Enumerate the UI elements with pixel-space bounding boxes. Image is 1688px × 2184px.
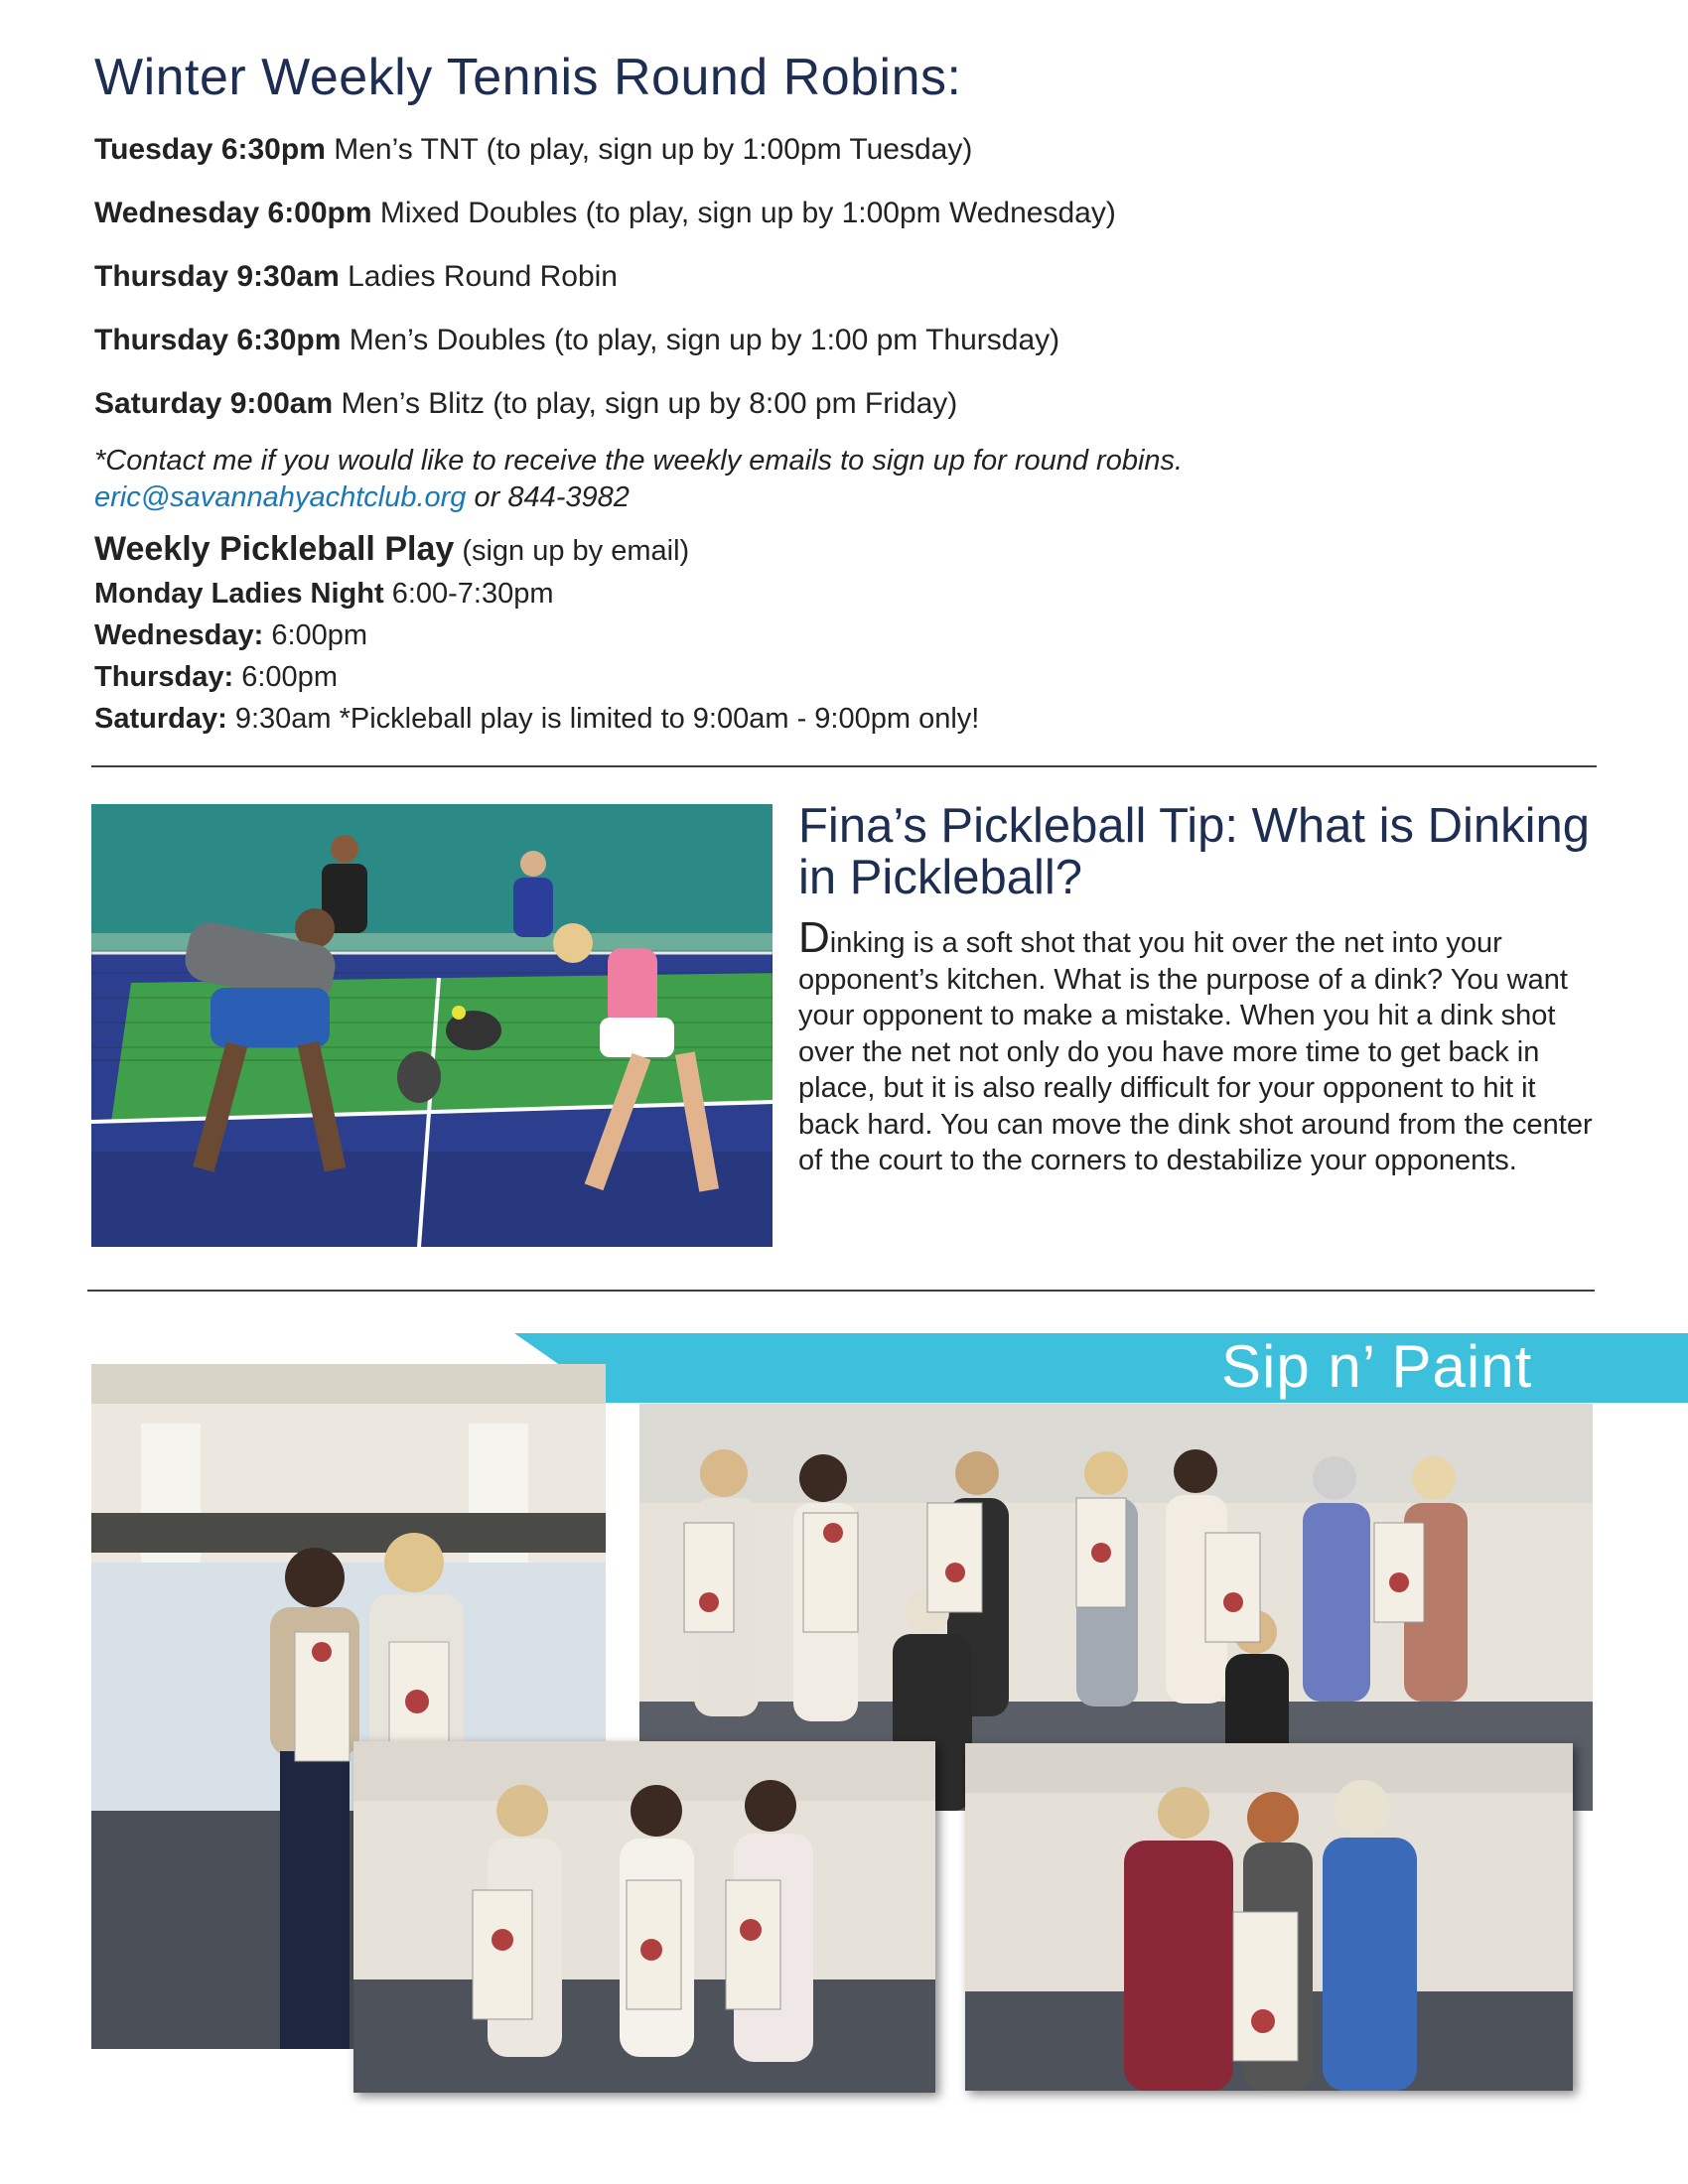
pickleball-time: 6:00pm xyxy=(263,619,368,651)
schedule-line xyxy=(94,133,972,167)
pickleball-line xyxy=(94,578,554,611)
pickleball-day: Monday Ladies Night xyxy=(94,578,384,610)
schedule-line xyxy=(94,197,1116,230)
tip-dropcap: D xyxy=(798,913,830,962)
pickleball-day: Wednesday: xyxy=(94,619,264,651)
schedule-text: Men’s TNT (to play, sign up by 1:00pm Tuesday) xyxy=(325,133,973,166)
schedule-day: Thursday 6:30pm xyxy=(94,324,342,356)
tip-body xyxy=(798,913,1593,1179)
schedule-line xyxy=(94,387,957,421)
pickleball-line xyxy=(94,619,367,652)
schedule-day: Thursday 9:30am xyxy=(94,260,340,293)
schedule-text: Men’s Blitz (to play, sign up by 8:00 pm Friday) xyxy=(333,387,958,420)
paint-photo-three-women xyxy=(353,1741,935,2093)
section-divider xyxy=(87,1290,1595,1292)
phone-text: or 844-3982 xyxy=(466,481,630,513)
schedule-line xyxy=(94,324,1059,357)
schedule-text: Mixed Doubles (to play, sign up by 1:00pm Wednesday) xyxy=(371,197,1116,229)
paint-trio-illustration xyxy=(353,1741,935,2093)
schedule-line xyxy=(94,260,618,294)
schedule-text: Ladies Round Robin xyxy=(339,260,618,293)
sip-banner-title: Sip n’ Paint xyxy=(1221,1333,1533,1400)
contact-line xyxy=(94,479,1183,516)
schedule-day: Tuesday 6:30pm xyxy=(94,133,326,166)
tip-text: inking is a soft shot that you hit over the net into your opponent’s kitchen. What is the purpose of a dink? You want your opponent to make a mistake. When you hit a dink shot over the net not only do you have more time to get back in place, but it is also really difficult for your opponent to hit it back hard. You can move the dink shot around from the center of the court to the corners to destabilize your opponents. xyxy=(798,927,1593,1176)
pickleball-time: 9:30am *Pickleball play is limited to 9:00am - 9:00pm only! xyxy=(226,703,980,735)
pickleball-time: 6:00-7:30pm xyxy=(383,578,554,610)
paint-friends-illustration xyxy=(965,1743,1573,2091)
pickleball-heading-note: (sign up by email) xyxy=(454,535,690,567)
pickleball-heading xyxy=(94,530,689,569)
pickleball-day: Thursday: xyxy=(94,661,234,693)
schedule-text: Men’s Doubles (to play, sign up by 1:00 pm Thursday) xyxy=(341,324,1060,356)
section-divider xyxy=(91,765,1597,767)
schedule-day: Wednesday 6:00pm xyxy=(94,197,372,229)
pickleball-line xyxy=(94,661,338,694)
pickleball-heading-title: Weekly Pickleball Play xyxy=(94,530,455,568)
tip-title: Fina’s Pickleball Tip: What is Dinking in Pickleball? xyxy=(798,799,1591,904)
paint-photo-three-friends xyxy=(965,1743,1573,2091)
pickleball-day: Saturday: xyxy=(94,703,227,735)
schedule-day: Saturday 9:00am xyxy=(94,387,334,420)
contact-note xyxy=(94,443,1183,516)
pickleball-court-illustration xyxy=(91,804,773,1247)
pickleball-line xyxy=(94,703,979,736)
pickleball-time: 6:00pm xyxy=(233,661,338,693)
tennis-title: Winter Weekly Tennis Round Robins: xyxy=(94,49,962,106)
contact-note-text: *Contact me if you would like to receive the weekly emails to sign up for round robins. xyxy=(94,445,1184,477)
email-link[interactable]: eric@savannahyachtclub.org xyxy=(94,481,467,513)
pickleball-photo xyxy=(91,804,773,1247)
